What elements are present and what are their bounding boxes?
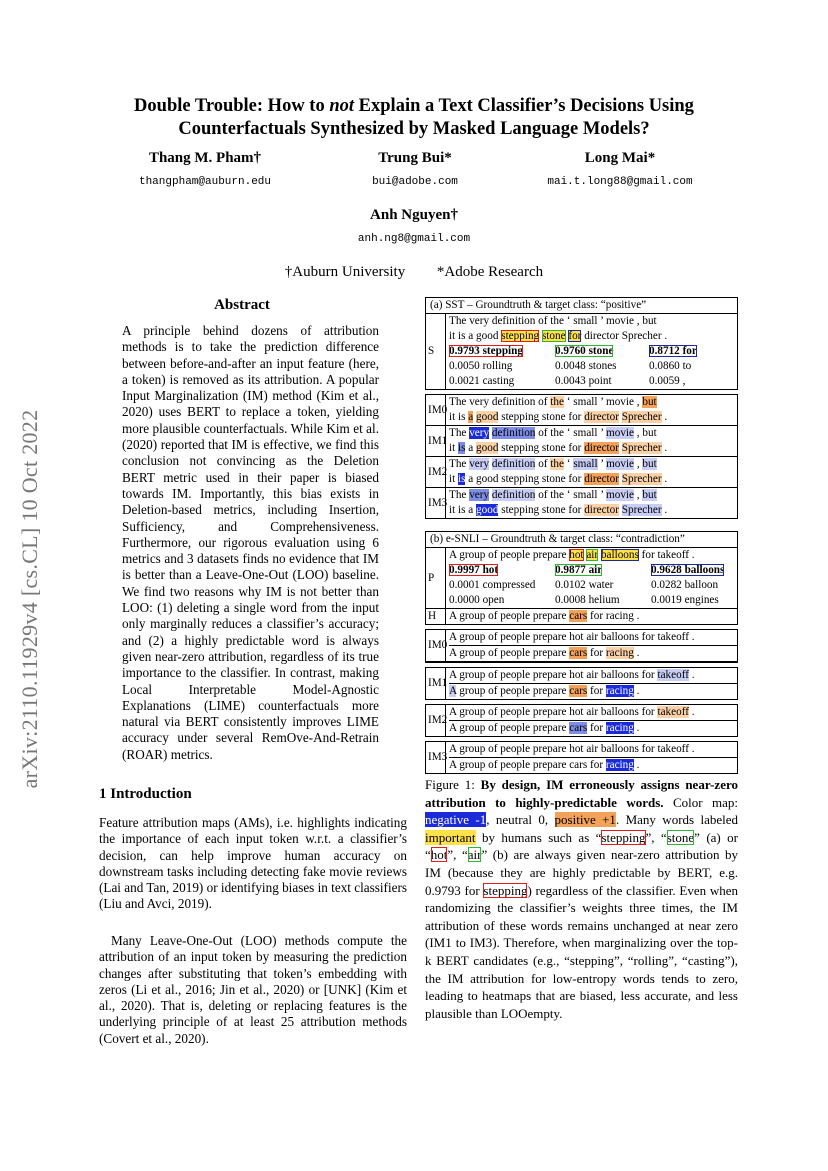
author-name: Thang M. Pham†	[148, 150, 262, 166]
abstract-text: A principle behind dozens of attribution methods is to take the prediction difference between before-and-after an input feature (here, a token) is removed as its attribution. A popular Input Marginalization (IM) method (Kim et al., 2020) uses BERT to replace a token, yielding more plausible counterfactuals. While Kim et al. (2020) reported that IM is effective, we find this conclusion not convincing as the Deletion BERT metric used in their paper is biased towards IM. Importantly, this bias exists in Deletion-based metrics, including Insertion, Sufficiency, and Comprehensiveness. Furthermore, our rigorous evaluation using 6 metrics and 3 datasets finds no evidence that IM is better than a Leave-One-Out (LOO) baseline. We find two reasons why IM is not better than LOO: (1) deleting a single word from the input only marginally reduces a classifier’s accuracy; and (2) a highly predictable word is always given near-zero attribution, regardless of its true importance to the classifier. In contrast, making Local Interpretable Model-Agnostic Explanations (LIME) counterfactuals more natural via BERT consistently improves LIME accuracy under several RemOve-And-Retrain (ROAR) metrics.	[122, 323, 379, 762]
word-stone: stone	[541, 330, 566, 342]
figure-panel-sst	[425, 297, 738, 390]
intro-paragraph: Many Leave-One-Out (LOO) methods compute the attribution of an input token by measuring the prediction changes after substituting that token’s embedding with zeros (Li et al., 2016; Jin et al., 2020) or [UNK] (Kim et al., 2020). That is, deleting or replacing features is the underlying principle of at least 25 attribution methods (Covert et al., 2020).	[99, 933, 407, 1046]
row-label: IM1	[426, 426, 446, 456]
abstract-heading: Abstract	[214, 297, 270, 313]
row-label: IM3	[426, 488, 446, 518]
paper-title: Double Trouble: How to not Explain a Text Classifier’s Decisions Using Counterfactuals Synthesized by Masked Language Models?	[134, 96, 694, 139]
row-label: S	[426, 314, 446, 389]
figure-panel-esnli: (b) e-SNLI – Groundtruth & target class: “contradiction” P A group of people prepare hot air balloons for takeoff . 0.9997 hot 0.9877 air 0.9628 balloons 0.0001 compressed 0.0102 water 0.0282 balloon 0.0000 open 0.0008 helium 0.0019 engines H A group of people prepare cars for racing .	[425, 531, 738, 625]
legend-negative: negative -1	[425, 812, 487, 828]
intro-heading: 1 Introduction	[99, 786, 192, 802]
author-name: Anh Nguyen†	[370, 207, 458, 223]
figure-caption: Figure 1: By design, IM erroneously assigns near-zero attribution to highly-predictable words. Color map: negative -1, neutral 0, positive +1. Many words labeled important by humans such as “stepping”, “stone” (a) or “hot”, “air” (b) are always given near-zero attribution by IM (because they are highly predictable by BERT, e.g. 0.9793 for stepping) regardless of the classifier. Even when randomizing the classifier’s weights three times, the IM attribution of these words remains unchanged at near zero (IM1 to IM3). Therefore, when marginalizing over the top-k BERT candidates (e.g., “stepping”, “rolling”, “casting”), the IM attribution for low-entropy words tends to zero, leading to heatmaps that are biased, less accurate, and less plausible than LOOempty.	[425, 777, 739, 1021]
affiliation: *Adobe Research	[436, 264, 544, 280]
author-name: Trung Bui*	[378, 150, 452, 166]
panel-header: (b) e-SNLI – Groundtruth & target class: “contradiction”	[426, 532, 737, 548]
sentence-line: A group of people prepare hot air balloons for takeoff .	[449, 549, 695, 561]
legend-positive: positive +1	[554, 812, 616, 828]
panel-header: (a) SST – Groundtruth & target class: “positive”	[426, 298, 737, 314]
intro-paragraph: Feature attribution maps (AMs), i.e. highlights indicating the importance of each input token w.r.t. a classifier’s decision, can help improve human accuracy on downstream tasks including detecting fake movie reviews (Lai and Tan, 2019) or identifying biases in text classifiers (Liu and Avci, 2019).	[99, 815, 407, 912]
sentence-line: it is a good stepping stone for director Sprecher .	[449, 330, 668, 342]
figure-panel-esnli-im1: IM1 A group of people prepare hot air balloons for takeoff . A group of people prepare cars for racing .	[425, 667, 738, 700]
author-email[interactable]: bui@adobe.com	[372, 176, 458, 188]
row-label: IM0	[426, 395, 446, 425]
row-label: H	[426, 609, 446, 624]
row-label: IM0	[426, 630, 446, 661]
row-label: IM1	[426, 668, 446, 699]
affiliation: †Auburn University	[284, 264, 406, 280]
bert-candidates: 0.9793 stepping 0.9760 stone 0.8712 for 0.0050 rolling 0.0048 stones 0.0860 to 0.0021 casting 0.0043 point 0.0059 ,	[449, 345, 697, 387]
row-label: P	[426, 548, 446, 608]
figure-panel-esnli-im2: IM2 A group of people prepare hot air balloons for takeoff . A group of people prepare cars for racing .	[425, 704, 738, 737]
row-label: IM3	[426, 742, 446, 773]
row-label: IM2	[426, 457, 446, 487]
sentence-line: The very definition of the ‘ small ’ movie , but	[449, 315, 657, 327]
figure-1	[425, 297, 738, 782]
arxiv-stamp: arXiv:2110.11929v4 [cs.CL] 10 Oct 2022	[17, 409, 42, 789]
author-email[interactable]: anh.ng8@gmail.com	[357, 233, 471, 245]
author-name: Long Mai*	[584, 150, 656, 166]
bert-candidates: 0.9997 hot 0.9877 air 0.9628 balloons 0.0001 compressed 0.0102 water 0.0282 balloon 0.0000 open 0.0008 helium 0.0019 engines	[449, 564, 725, 606]
row-label: IM2	[426, 705, 446, 736]
author-email[interactable]: thangpham@auburn.edu	[138, 176, 272, 188]
author-email[interactable]: mai.t.long88@gmail.com	[547, 176, 693, 188]
figure-panel-esnli-im3: IM3 A group of people prepare hot air balloons for takeoff . A group of people prepare cars for racing .	[425, 741, 738, 774]
word-for: for	[568, 330, 582, 342]
legend-important: important	[425, 829, 476, 845]
figure-panel-sst-im: IM0 The very definition of the ‘ small ’ movie , but it is a good stepping stone for director Sprecher . IM1 The very definition of the ‘ small ’ movie , but it is a good stepping stone for director Sprecher . IM2 The very definition of the ‘ small ’ movie , but it is a good stepping stone for director Sprecher . IM3 The very definition of the ‘ small ’ movie , but it is a good stepping stone for director Sprecher .	[425, 394, 738, 519]
word-stepping: stepping	[501, 330, 540, 342]
figure-panel-esnli-im: IM0 A group of people prepare hot air balloons for takeoff . A group of people prepare cars for racing .	[425, 629, 738, 663]
